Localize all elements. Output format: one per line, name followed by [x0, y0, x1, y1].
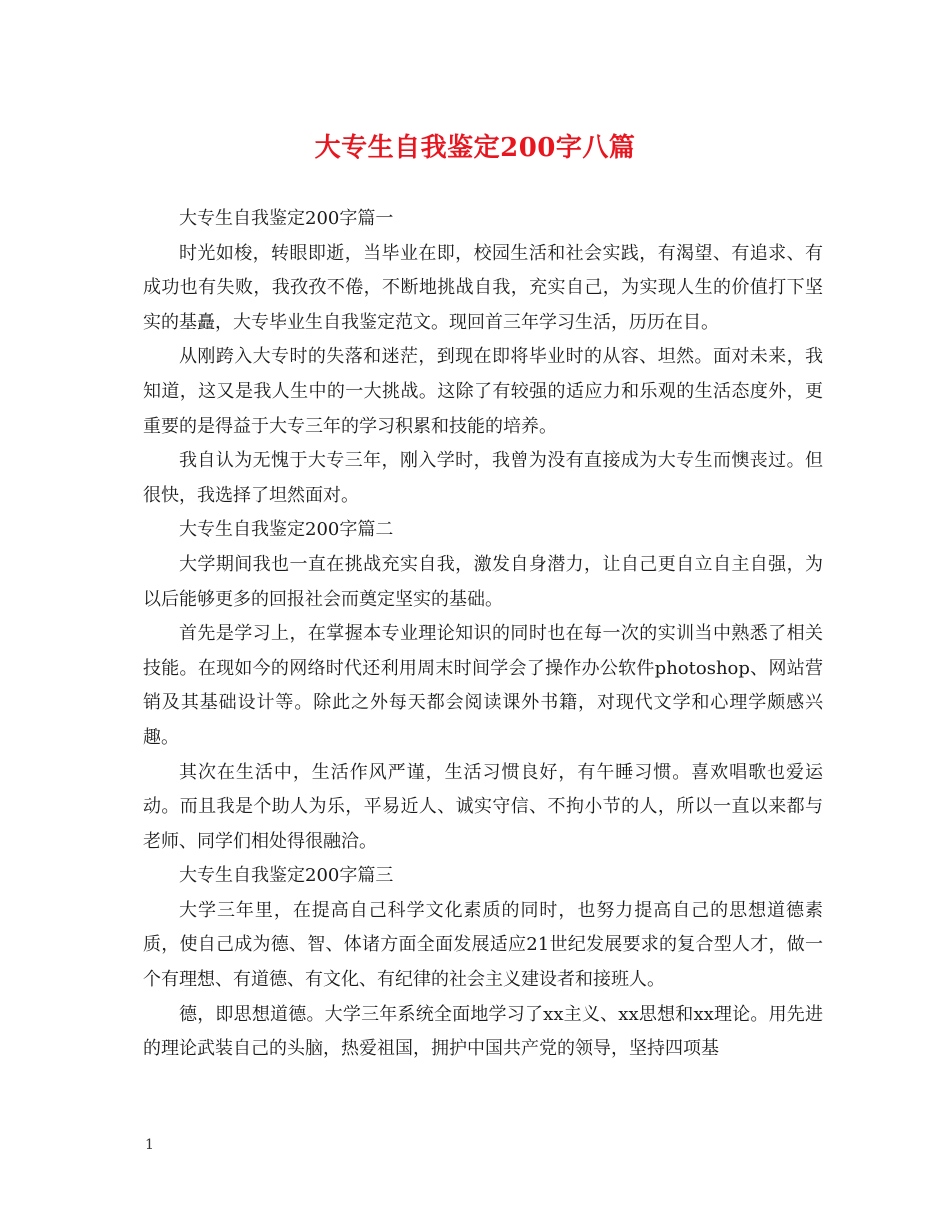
paragraph: 大学期间我也一直在挑战充实自我，激发自身潜力，让自己更自立自主自强，为以后能够更多的回报社会而奠定坚实的基础。: [143, 553, 823, 610]
paragraph: 大学三年里，在提高自己科学文化素质的同时，也努力提高自己的思想道德素质，使自己成为德、智、体诸方面全面发展适应21世纪发展要求的复合型人才，做一个有理想、有道德、有文化、有纪律的社会主义建设者和接班人。: [143, 899, 823, 991]
section-heading-2: 大专生自我鉴定200字篇二: [179, 519, 394, 541]
section-heading-1: 大专生自我鉴定200字篇一: [179, 208, 394, 229]
section-heading-3: 大专生自我鉴定200字篇三: [179, 865, 394, 887]
document-body: [143, 202, 823, 1067]
paragraph: 从刚跨入大专时的失落和迷茫，到现在即将毕业时的从容、坦然。面对未来，我知道，这又是我人生中的一大挑战。这除了有较强的适应力和乐观的生活态度外，更重要的是得益于大专三年的学习积累和技能的培养。: [143, 346, 823, 437]
document-title: 大专生自我鉴定200字八篇: [314, 133, 636, 163]
paragraph: 德，即思想道德。大学三年系统全面地学习了xx主义、xx思想和xx理论。用先进的理论武装自己的头脑，热爱祖国，拥护中国共产党的领导，坚持四项基: [143, 1003, 823, 1060]
paragraph: 我自认为无愧于大专三年，刚入学时，我曾为没有直接成为大专生而懊丧过。但很快，我选择了坦然面对。: [143, 450, 823, 506]
paragraph: 时光如梭，转眼即逝，当毕业在即，校园生活和社会实践，有渴望、有追求、有成功也有失败，我孜孜不倦，不断地挑战自我，充实自己，为实现人生的价值打下坚实的基矗，大专毕业生自我鉴定范文。现回首三年学习生活，历历在目。: [143, 242, 823, 333]
paragraph: 其次在生活中，生活作风严谨，生活习惯良好，有午睡习惯。喜欢唱歌也爱运动。而且我是个助人为乐，平易近人、诚实守信、不拘小节的人，所以一直以来都与老师、同学们相处得很融洽。: [143, 761, 823, 852]
page-number: 1: [145, 1137, 154, 1153]
paragraph: 首先是学习上，在掌握本专业理论知识的同时也在每一次的实训当中熟悉了相关技能。在现如今的网络时代还利用周末时间学会了操作办公软件photoshop、网站营销及其基础设计等。除此之外每天都会阅读课外书籍，对现代文学和心理学颇感兴趣。: [143, 623, 823, 748]
